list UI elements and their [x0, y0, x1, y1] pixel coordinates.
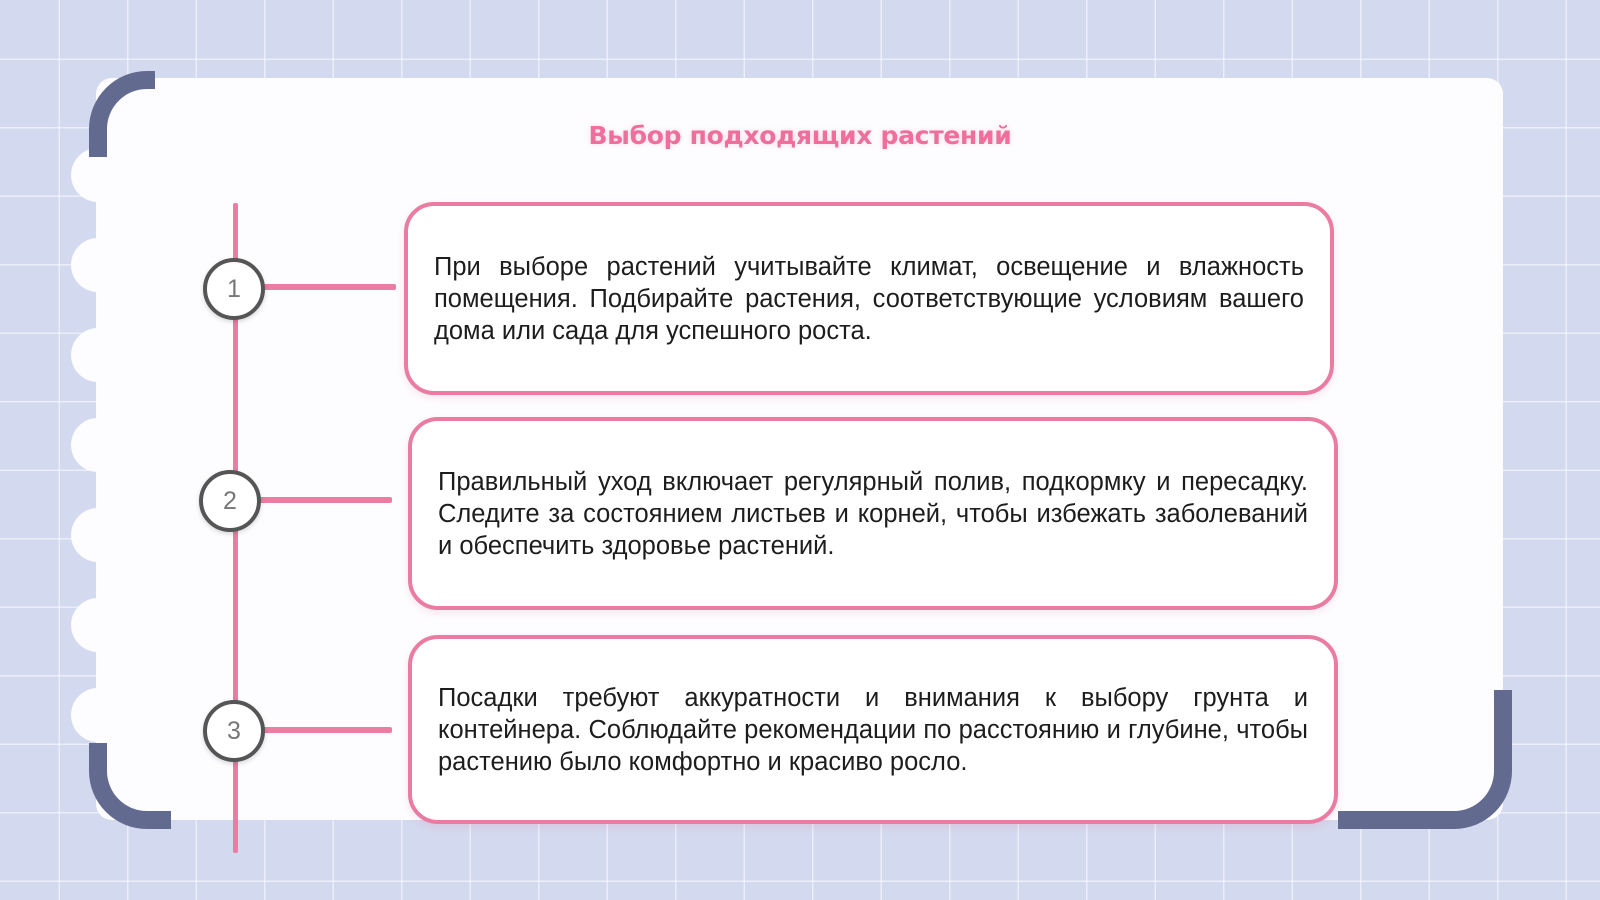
step-number-badge: 1	[203, 258, 265, 320]
timeline-connector	[262, 284, 396, 290]
step-number-badge: 2	[199, 470, 261, 532]
step-number-badge: 3	[203, 700, 265, 762]
step-card	[404, 202, 1334, 395]
paper-scallop	[71, 598, 125, 652]
paper-scallop	[71, 328, 125, 382]
frame-corner-bottom-right	[1338, 690, 1512, 829]
slide-title: Выбор подходящих растений	[588, 121, 1012, 150]
paper-scallop	[71, 418, 125, 472]
timeline-connector	[258, 497, 392, 503]
paper-scallop	[71, 508, 125, 562]
step-card-text: При выборе растений учитывайте климат, освещение и влажность помещения. Подбирайте растения, соответствующие условиям вашего дома или сада для успешного роста.	[434, 252, 1304, 345]
paper-scallop	[71, 688, 125, 742]
paper-scallop	[71, 238, 125, 292]
step-card-text: Правильный уход включает регулярный полив, подкормку и пересадку. Следите за состоянием листьев и корней, чтобы избежать заболеваний и обеспечить здоровье растений.	[438, 467, 1308, 560]
step-card-text: Посадки требуют аккуратности и внимания к выбору грунта и контейнера. Соблюдайте рекомендации по расстоянию и глубине, чтобы растению было комфортно и красиво росло.	[438, 683, 1308, 776]
timeline-connector	[262, 727, 392, 733]
step-card	[408, 417, 1338, 610]
step-card	[408, 635, 1338, 824]
